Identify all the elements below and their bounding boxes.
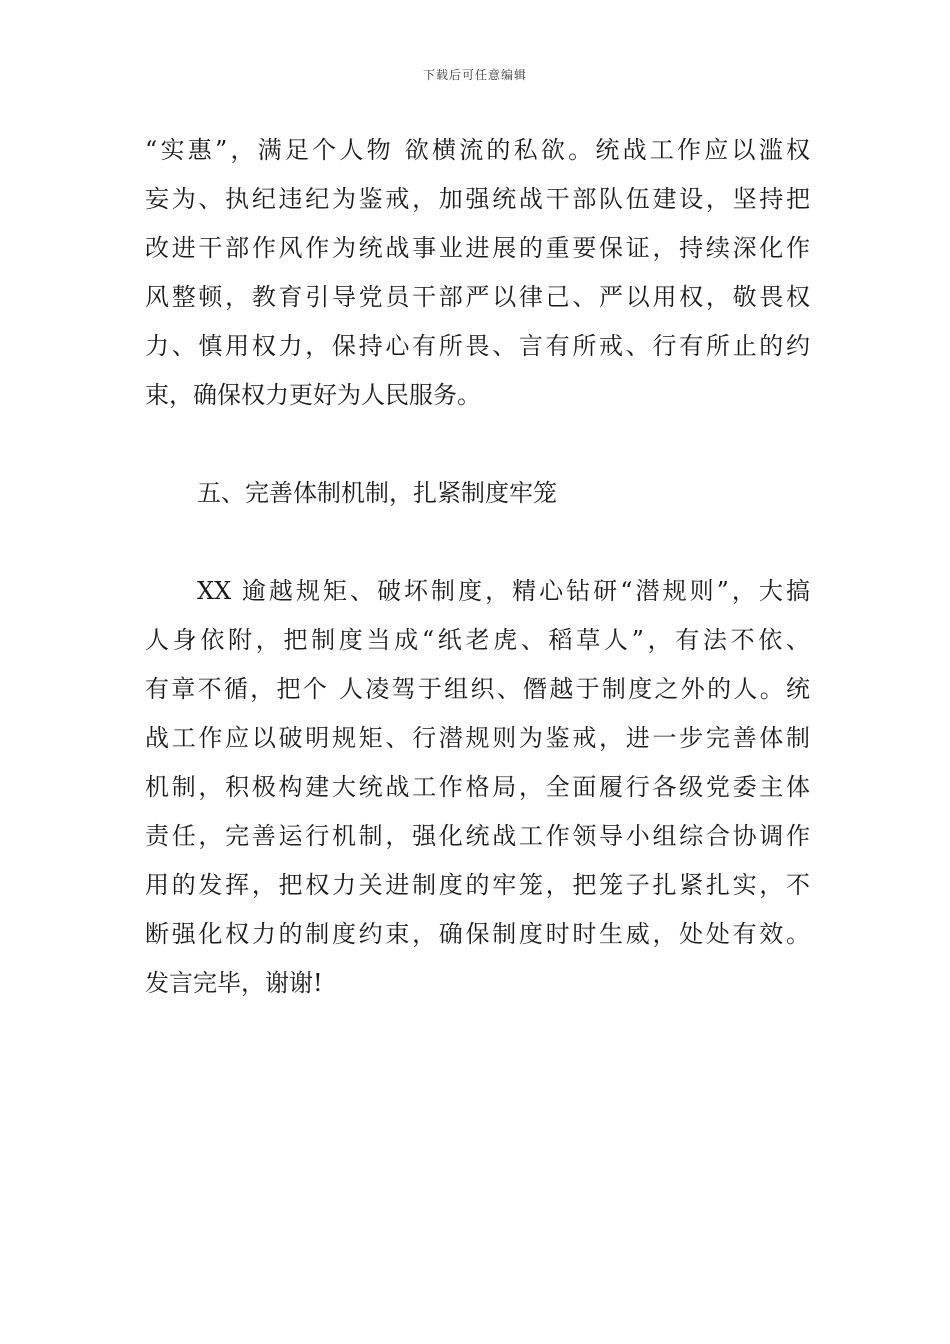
paragraph-line: 发言完毕，谢谢!	[145, 969, 323, 997]
paragraph-line: 用的发挥，把权力关进制度的牢笼，把笼子扎紧扎实，不	[145, 871, 810, 899]
paragraph-line: 改进干部作风作为统战事业进展的重要保证，持续深化作	[145, 234, 810, 262]
page-header: 下载后可任意编辑	[422, 68, 527, 82]
paragraph-line: 战工作应以破明规矩、行潜规则为鉴戒，进一步完善体制	[145, 724, 810, 752]
paragraph-line: 力、慎用权力，保持心有所畏、言有所戒、行有所止的约	[145, 332, 810, 360]
section-heading: 五、完善体制机制，扎紧制度牢笼	[197, 479, 557, 507]
paragraph	[145, 567, 810, 1008]
paragraph-line: 束，确保权力更好为人民服务。	[145, 381, 481, 409]
document-body	[145, 126, 810, 1008]
spacer	[145, 518, 810, 567]
paragraph-line: 有章不循，把个 人凌驾于组织、僭越于制度之外的人。统	[145, 675, 810, 703]
paragraph-line: 风整顿，教育引导党员干部严以律己、严以用权，敬畏权	[145, 283, 810, 311]
spacer	[145, 420, 810, 469]
paragraph-line: 妄为、执纪违纪为鉴戒，加强统战干部队伍建设，坚持把	[145, 185, 810, 213]
paragraph-line: “实惠”，满足个人物 欲横流的私欲。统战工作应以滥权	[145, 136, 810, 164]
paragraph	[145, 126, 810, 420]
paragraph-line: 机制，积极构建大统战工作格局，全面履行各级党委主体	[145, 773, 810, 801]
paragraph-line: 责任，完善运行机制，强化统战工作领导小组综合协调作	[145, 822, 810, 850]
paragraph-line: XX 逾越规矩、破坏制度，精心钻研“潜规则”，大搞	[197, 577, 810, 605]
paragraph-line: 人身依附，把制度当成“纸老虎、稻草人”，有法不依、	[145, 626, 810, 654]
paragraph-line: 断强化权力的制度约束，确保制度时时生威，处处有效。	[145, 920, 810, 948]
